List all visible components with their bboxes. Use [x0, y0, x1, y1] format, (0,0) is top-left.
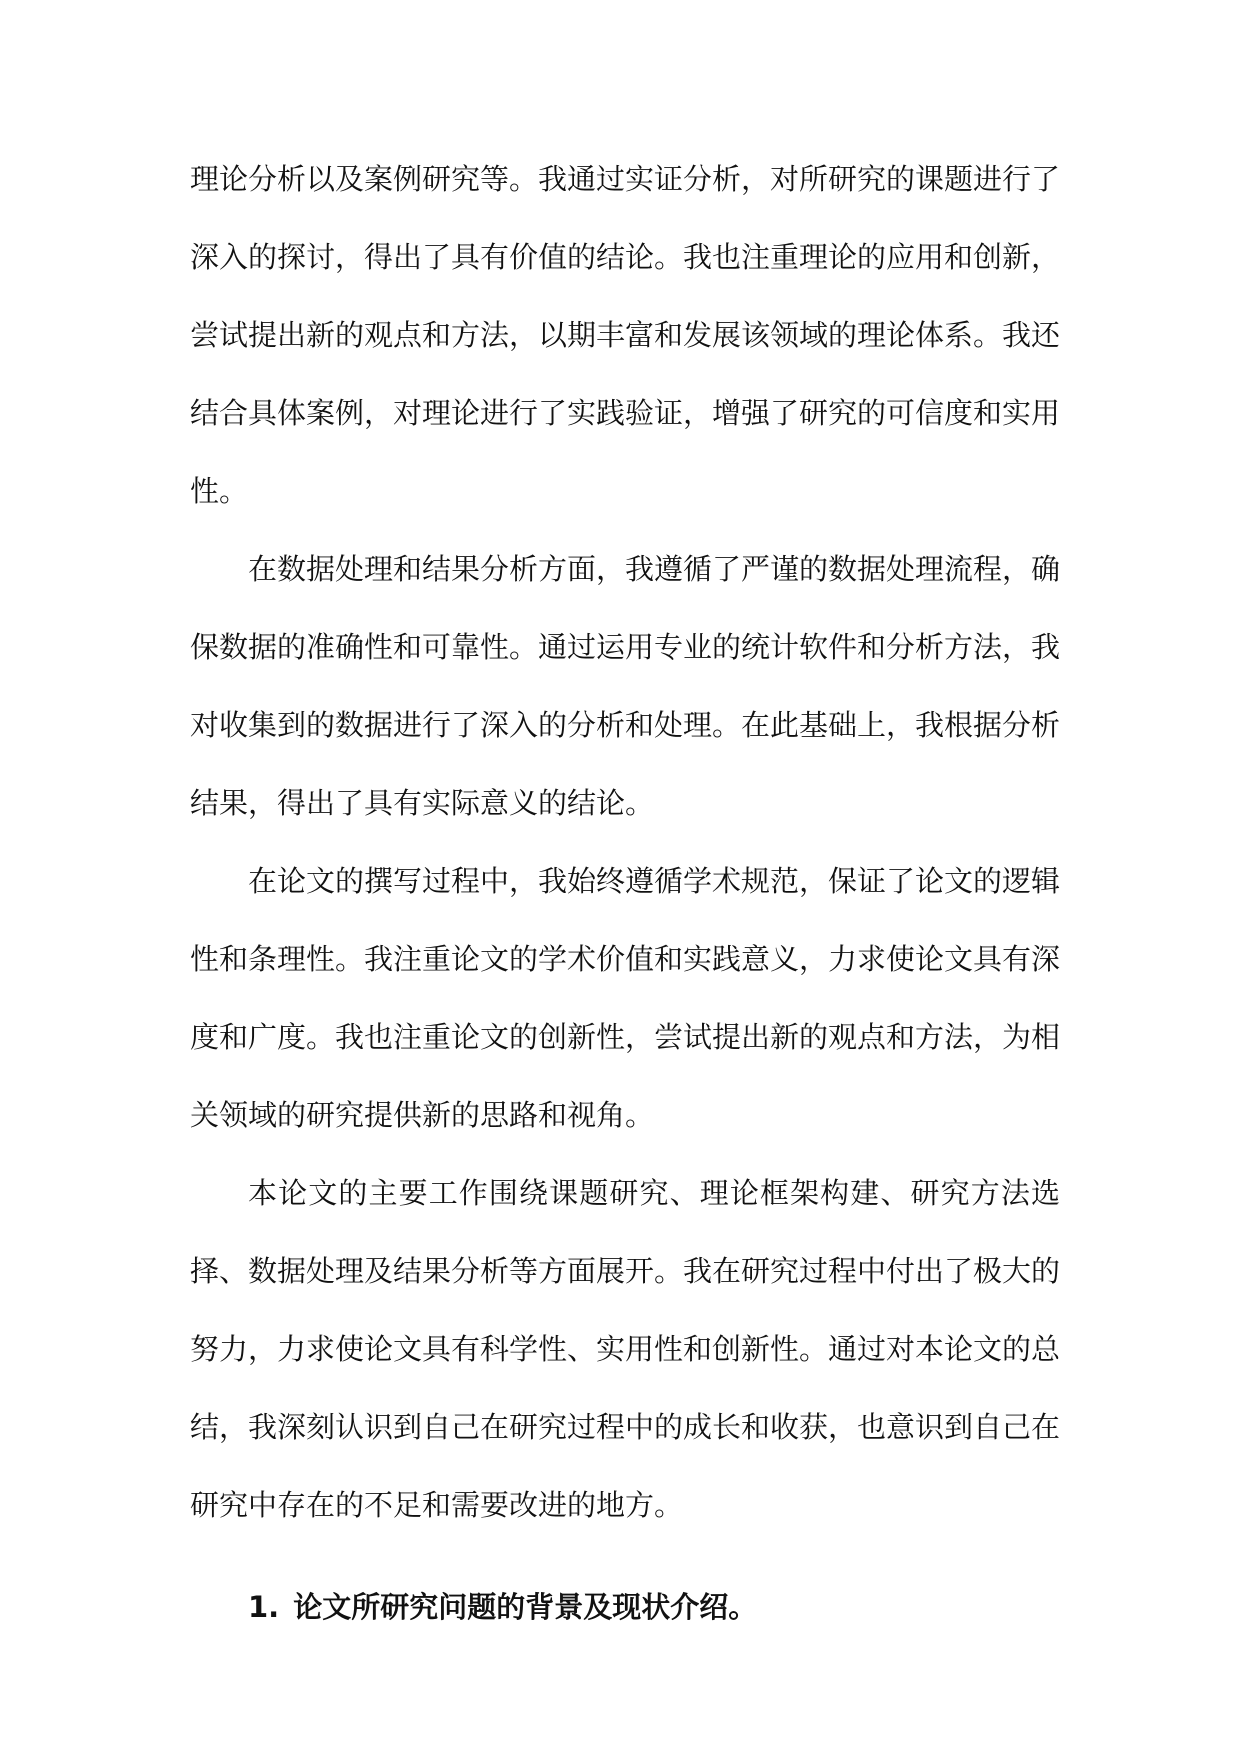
section-number: 1. — [248, 1590, 280, 1624]
paragraph-writing-process: 在论文的撰写过程中，我始终遵循学术规范，保证了论文的逻辑性和条理性。我注重论文的学术价值和实践意义，力求使论文具有深度和广度。我也注重论文的创新性，尝试提出新的观点和方法，为相关领域的研究提供新的思路和视角。 — [190, 864, 1061, 1132]
paragraph-continued: 理论分析以及案例研究等。我通过实证分析，对所研究的课题进行了深入的探讨，得出了具有价值的结论。我也注重理论的应用和创新，尝试提出新的观点和方法，以期丰富和发展该领域的理论体系。我还结合具体案例，对理论进行了实践验证，增强了研究的可信度和实用性。 — [190, 162, 1061, 508]
section-heading — [190, 1568, 1060, 1646]
section-title: 论文所研究问题的背景及现状介绍。 — [293, 1590, 758, 1624]
paragraph-main-work: 本论文的主要工作围绕课题研究、理论框架构建、研究方法选择、数据处理及结果分析等方面展开。我在研究过程中付出了极大的努力，力求使论文具有科学性、实用性和创新性。通过对本论文的总结，我深刻认识到自己在研究过程中的成长和收获，也意识到自己在研究中存在的不足和需要改进的地方。 — [190, 1176, 1061, 1522]
document-body — [190, 140, 1060, 1646]
paragraph-data-processing: 在数据处理和结果分析方面，我遵循了严谨的数据处理流程，确保数据的准确性和可靠性。通过运用专业的统计软件和分析方法，我对收集到的数据进行了深入的分析和处理。在此基础上，我根据分析结果，得出了具有实际意义的结论。 — [190, 552, 1061, 820]
